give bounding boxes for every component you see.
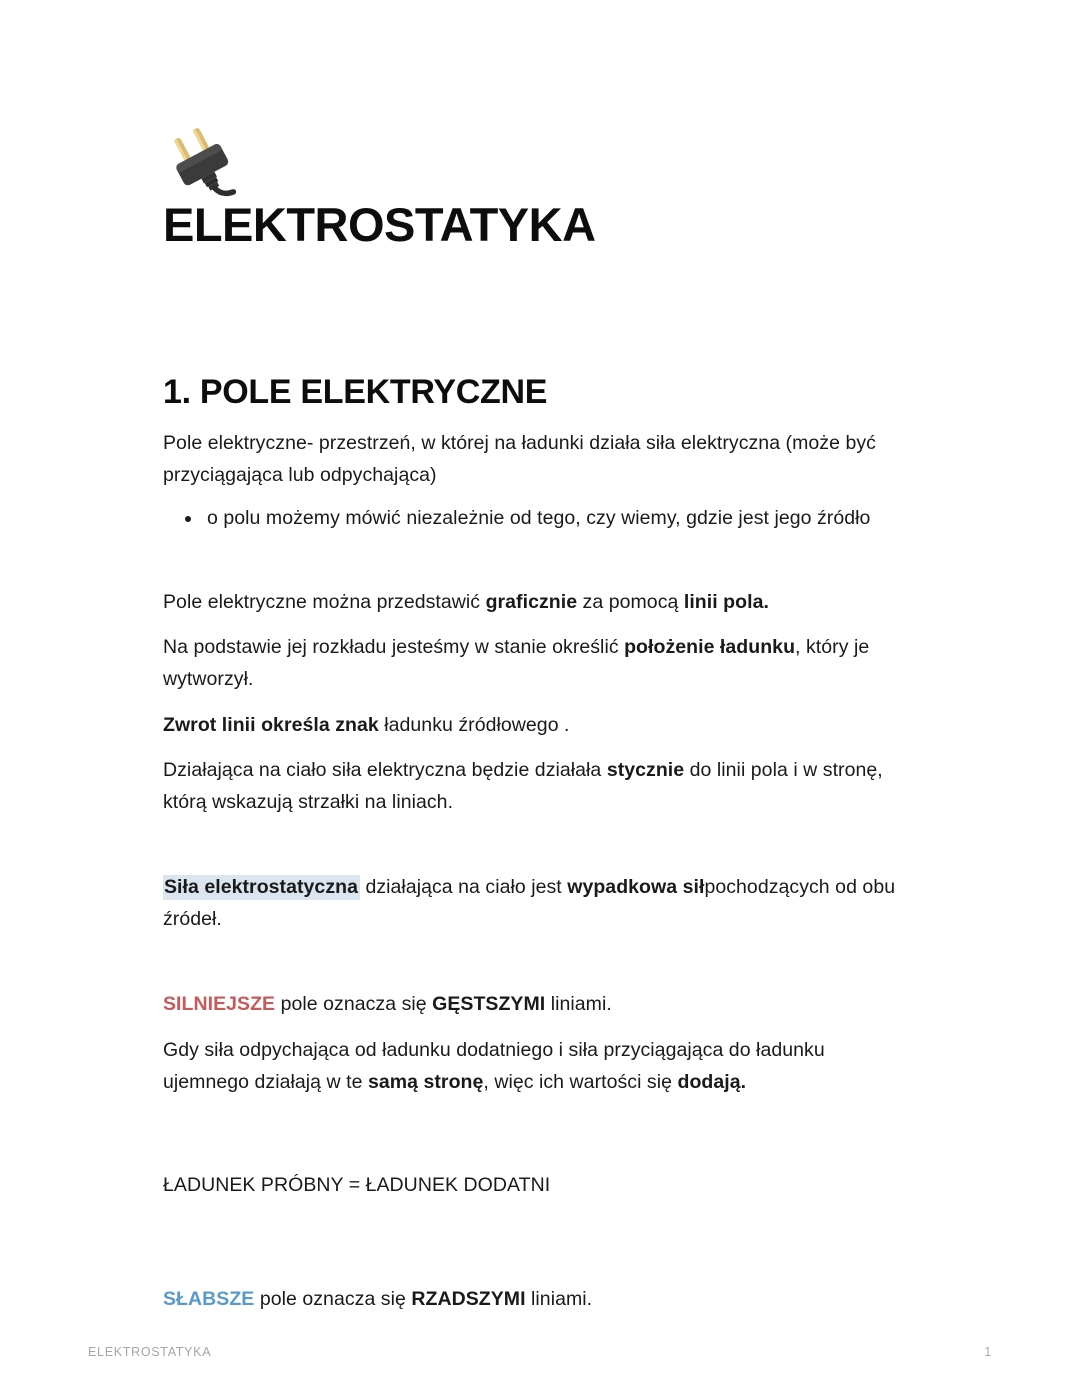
spacer — [163, 832, 915, 872]
text-run-bold: położenie ładunku — [624, 636, 796, 659]
page-title: ELEKTROSTATYKA — [163, 198, 596, 251]
footer-label: ELEKTROSTATYKA — [88, 1345, 212, 1359]
spacer — [163, 1152, 915, 1170]
text-run: pochodzących od obu źródeł. — [163, 876, 896, 930]
highlighted-term: Siła elektrostatyczna — [164, 876, 358, 899]
text-run-bold: GĘSTSZYMI — [432, 993, 546, 1016]
text-run: działająca na ciało jest — [359, 876, 568, 899]
text-run-bold: wypadkowa sił — [567, 876, 705, 899]
document-header — [163, 112, 923, 250]
bullet-list — [163, 503, 915, 535]
text-run: ładunku źródłowego . — [378, 713, 570, 736]
paragraph-polozenie — [163, 632, 915, 695]
paragraph-ladunek-probny: ŁADUNEK PRÓBNY = ŁADUNEK DODATNI — [163, 1174, 551, 1197]
text-run-bold: RZADSZYMI — [411, 1287, 526, 1310]
electric-plug-icon — [159, 112, 251, 204]
text-run: Gdy siła odpychająca od ładunku dodatniego i siła przyciągająca do ładunku ujemnego działają w te — [163, 1039, 825, 1093]
section-heading: 1. POLE ELEKTRYCZNE — [163, 373, 548, 411]
paragraph-sila-elektrostatyczna — [163, 872, 915, 935]
accent-text-slabsze: SŁABSZE — [163, 1287, 255, 1310]
paragraph-graficznie — [163, 587, 915, 619]
footer-page-number: 1 — [984, 1345, 992, 1359]
paragraph-dodaja — [163, 1035, 915, 1098]
text-run: pole oznacza się — [254, 1287, 412, 1310]
spacer — [163, 547, 915, 587]
text-run: Na podstawie jej rozkładu jesteśmy w stanie określić — [163, 636, 625, 659]
text-run: liniami. — [525, 1287, 593, 1310]
accent-text-silniejsze: SILNIEJSZE — [163, 993, 276, 1016]
spacer — [163, 1112, 915, 1152]
intro-paragraph: Pole elektryczne- przestrzeń, w której na ładunki działa siła elektryczna (może być przyciągająca lub odpychająca) — [163, 432, 876, 486]
text-run: pole oznacza się — [275, 993, 433, 1016]
list-item: o polu możemy mówić niezależnie od tego, czy wiemy, gdzie jest jego źródło — [207, 503, 915, 535]
text-run-bold: stycznie — [606, 759, 685, 782]
text-run: Pole elektryczne można przedstawić — [163, 590, 486, 613]
text-run: za pomocą — [577, 590, 684, 613]
text-run-bold: samą stronę — [367, 1070, 484, 1093]
paragraph-stycznie — [163, 755, 915, 818]
paragraph-slabsze — [163, 1284, 915, 1316]
text-run-bold: linii pola. — [683, 590, 769, 613]
page-footer — [88, 1345, 992, 1359]
text-run-bold: Zwrot linii określa znak — [163, 713, 379, 736]
text-run-bold: graficznie — [485, 590, 578, 613]
document-body — [163, 372, 915, 1329]
paragraph-silniejsze — [163, 989, 915, 1021]
text-run: Działająca na ciało siła elektryczna będzie działała — [163, 759, 607, 782]
text-run: , który je wytworzył. — [163, 636, 870, 690]
text-run: , więc ich wartości się — [483, 1070, 678, 1093]
text-run: liniami. — [545, 993, 612, 1016]
spacer — [163, 1256, 915, 1284]
paragraph-zwrot — [163, 710, 915, 742]
text-run: do linii pola i w stronę, którą wskazują strzałki na liniach. — [163, 759, 883, 813]
spacer — [163, 1216, 915, 1256]
text-run-bold: dodają. — [677, 1070, 747, 1093]
spacer — [163, 949, 915, 989]
